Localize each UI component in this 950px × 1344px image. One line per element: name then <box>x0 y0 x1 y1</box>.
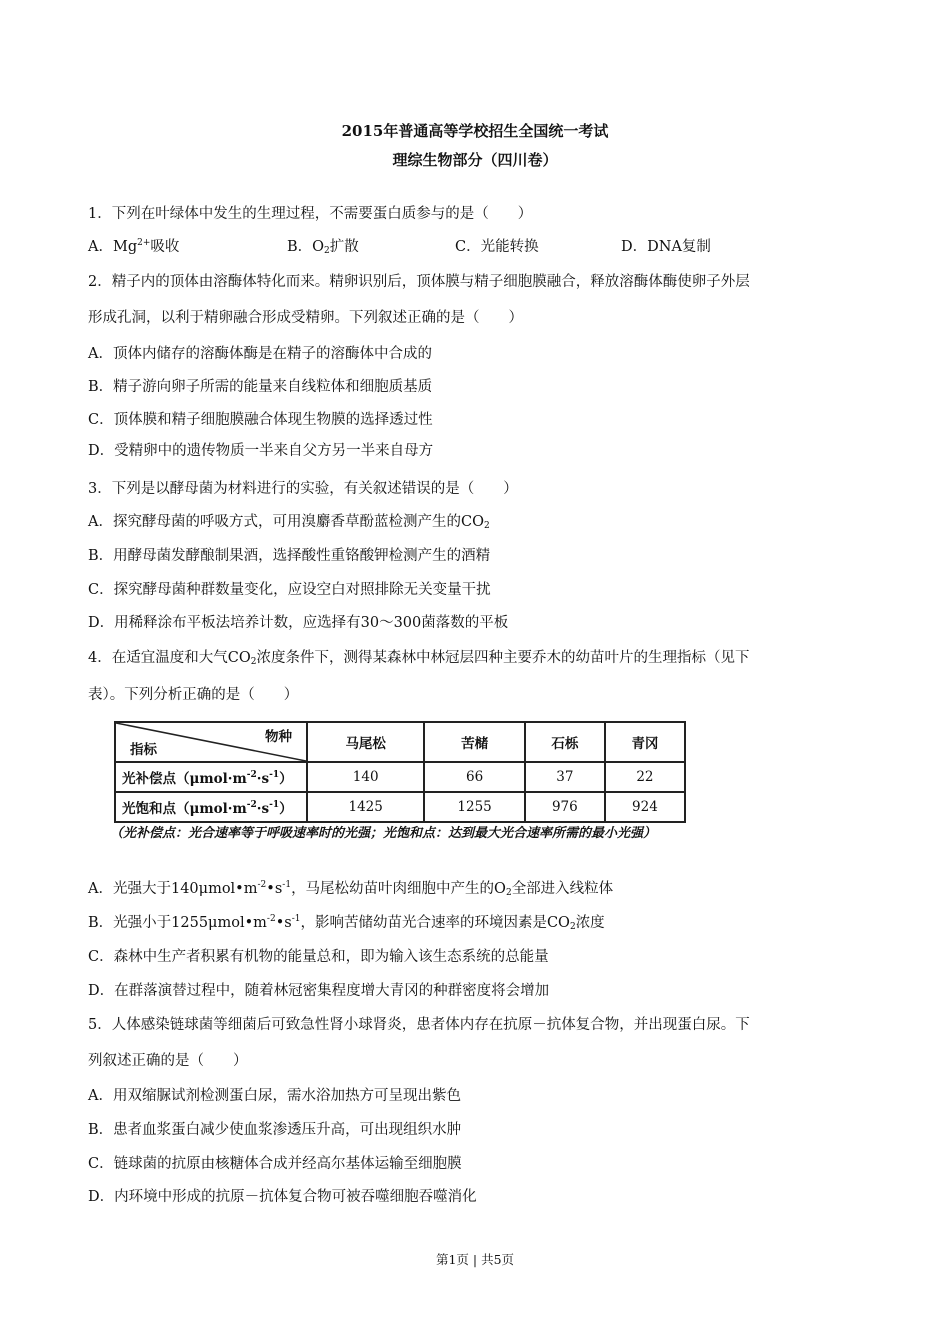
q5-option-b: B．患者血浆蛋白减少使血浆渗透压升高，可出现组织水肿 <box>88 1122 462 1138</box>
q4-option-c: C．森林中生产者积累有机物的能量总和，即为输入该生态系统的总能量 <box>88 949 549 965</box>
q5-option-d: D．内环境中形成的抗原－抗体复合物可被吞噬细胞吞噬消化 <box>88 1189 477 1205</box>
q4-data-table <box>114 721 686 823</box>
species-header: 石栎 <box>525 722 605 762</box>
table-row <box>115 762 685 792</box>
page-footer: 第1页 | 共5页 <box>435 1252 515 1267</box>
q1-stem: 1．下列在叶绿体中发生的生理过程，不需要蛋白质参与的是（ ） <box>88 206 533 222</box>
q5-stem-line1: 5．人体感染链球菌等细菌后可致急性肾小球肾炎，患者体内存在抗原－抗体复合物，并出现蛋白尿。下 <box>88 1017 750 1033</box>
q5-option-a: A．用双缩脲试剂检测蛋白尿，需水浴加热方可呈现出紫色 <box>88 1088 461 1104</box>
table-cell: 976 <box>525 792 605 822</box>
q1-option-c: C．光能转换 <box>455 239 539 255</box>
q1-option-a: A．$Mg^{2+}$吸收 <box>88 238 180 255</box>
species-header: 青冈 <box>605 722 685 762</box>
table-cell: 37 <box>525 762 605 792</box>
corner-label-indicator: 指标 <box>130 742 157 758</box>
row-label: 光饱和点$(\mu mol\cdot m^{-2}\cdot s^{-1})$ <box>115 792 307 822</box>
q4-option-d: D．在群落演替过程中，随着林冠密集程度增大青冈的种群密度将会增加 <box>88 983 550 999</box>
table-row <box>115 792 685 822</box>
q1-option-d: D．DNA复制 <box>621 239 711 255</box>
table-cell: 66 <box>424 762 524 792</box>
q2-option-d: D．受精卵中的遗传物质一半来自父方另一半来自母方 <box>88 443 434 459</box>
exam-title: 2015年普通高等学校招生全国统一考试 <box>341 122 609 140</box>
corner-label-species: 物种 <box>265 729 292 745</box>
q5-stem-line2: 列叙述正确的是（ ） <box>88 1053 248 1069</box>
table-cell: 1425 <box>307 792 424 822</box>
q3-option-b: B．用酵母菌发酵酿制果酒，选择酸性重铬酸钾检测产生的酒精 <box>88 548 491 564</box>
q4-option-a: A．光强大于$140\mu mol•m^{-2}•s^{-1}$，马尾松幼苗叶肉细胞中产生的$O_2$全部进入线粒体 <box>88 880 614 898</box>
q2-option-c: C．顶体膜和精子细胞膜融合体现生物膜的选择透过性 <box>88 412 433 428</box>
table-cell: 22 <box>605 762 685 792</box>
q3-stem: 3．下列是以酵母菌为材料进行的实验，有关叙述错误的是（ ） <box>88 481 518 497</box>
species-header: 苦槠 <box>424 722 524 762</box>
species-header: 马尾松 <box>307 722 424 762</box>
q2-option-a: A．顶体内储存的溶酶体酶是在精子的溶酶体中合成的 <box>88 346 432 362</box>
q4-stem-line1: 4．在适宜温度和大气$CO_2$浓度条件下，测得某森林中林冠层四种主要乔木的幼苗叶片的生理指标（见下 <box>88 650 750 667</box>
table-corner-cell <box>115 722 307 762</box>
q4-stem-line2: 表）。下列分析正确的是（ ） <box>88 687 299 703</box>
table-cell: 140 <box>307 762 424 792</box>
q3-option-a: A．探究酵母菌的呼吸方式，可用溴麝香草酚蓝检测产生的$CO_2$ <box>88 514 490 531</box>
q3-option-d: D．用稀释涂布平板法培养计数，应选择有30～300菌落数的平板 <box>88 615 509 631</box>
q3-option-c: C．探究酵母菌种群数量变化，应设空白对照排除无关变量干扰 <box>88 582 491 598</box>
q5-option-c: C．链球菌的抗原由核糖体合成并经高尔基体运输至细胞膜 <box>88 1156 462 1172</box>
table-header-row <box>115 722 685 762</box>
exam-subtitle: 理综生物部分（四川卷） <box>392 151 558 169</box>
q4-option-b: B．光强小于$1255\mu mol•m^{-2}•s^{-1}$，影响苦储幼苗光合速率的环境因素是$CO_2$浓度 <box>88 914 605 932</box>
table-note: （光补偿点：光合速率等于呼吸速率时的光强；光饱和点：达到最大光合速率所需的最小光强） <box>110 826 657 841</box>
q2-stem-line2: 形成孔洞，以利于精卵融合形成受精卵。下列叙述正确的是（ ） <box>88 310 523 326</box>
table-cell: 924 <box>605 792 685 822</box>
row-label: 光补偿点$(\mu mol\cdot m^{-2}\cdot s^{-1})$ <box>115 762 307 792</box>
table-cell: 1255 <box>424 792 524 822</box>
q2-stem-line1: 2．精子内的顶体由溶酶体特化而来。精卵识别后，顶体膜与精子细胞膜融合，释放溶酶体酶使卵子外层 <box>88 274 750 290</box>
q2-option-b: B．精子游向卵子所需的能量来自线粒体和细胞质基质 <box>88 379 433 395</box>
q1-option-b: B．$O_2$扩散 <box>287 239 359 256</box>
